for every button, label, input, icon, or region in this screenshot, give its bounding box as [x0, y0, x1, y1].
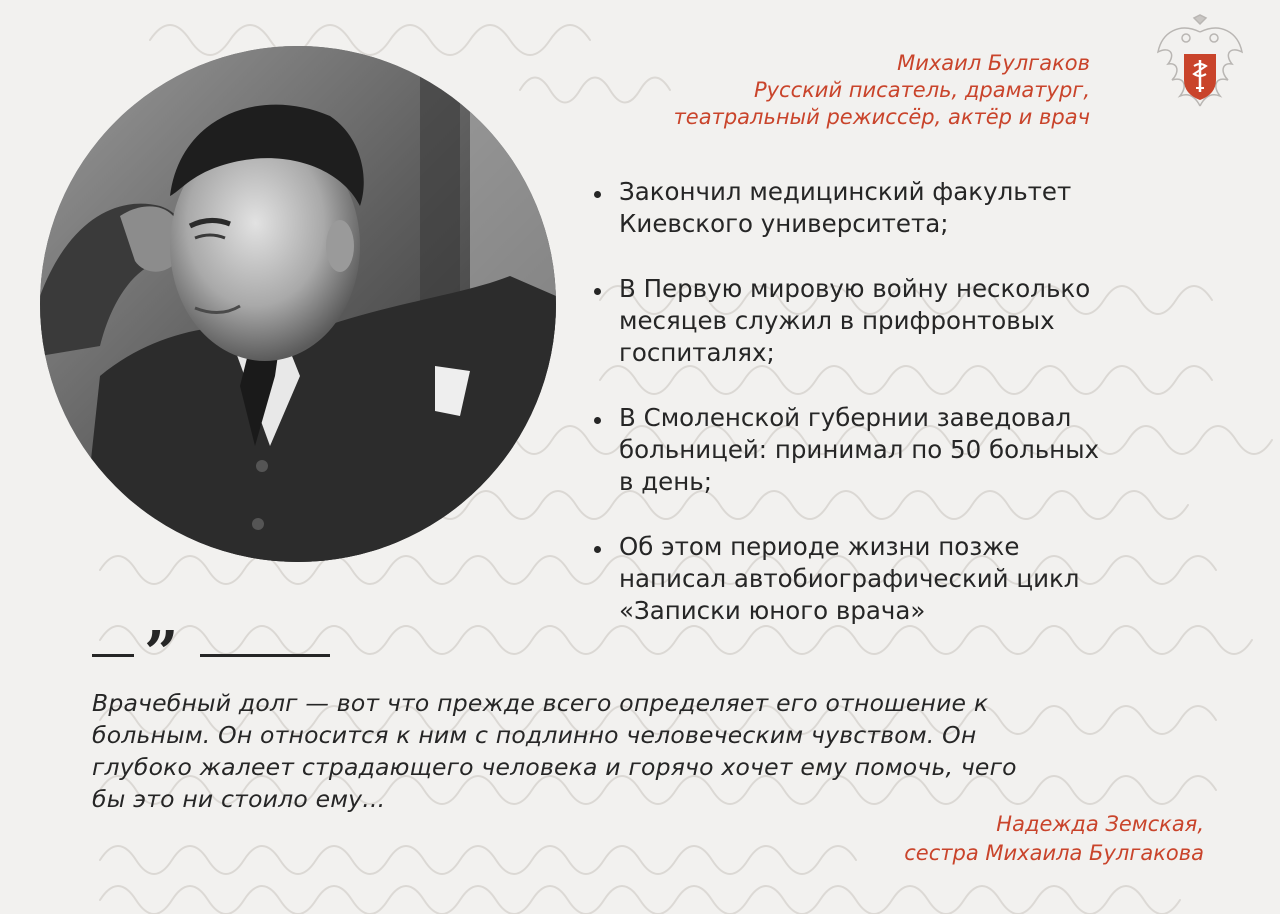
biography-facts-list [592, 176, 1232, 660]
fact-item: В Первую мировую войну несколько месяцев служил в прифронтовых госпиталях; [592, 273, 1232, 369]
quote-attribution [904, 810, 1204, 868]
author-role-line2: театральный режиссёр, актёр и врач [673, 105, 1090, 129]
fact-item: В Смоленской губернии заведовал больницей: принимал по 50 больных в день; [592, 402, 1232, 498]
fact-item: Закончил медицинский факультет Киевского университета; [592, 176, 1232, 240]
quote-mark-icon: ” [144, 619, 179, 689]
ministry-of-health-emblem-icon [1150, 14, 1250, 118]
quote-text: Врачебный долг — вот что прежде всего определяет его отношение к больным. Он относится к ним с подлинно человеческим чувством. Он глубоко жалеет страдающего человека и горячо хочет ему помочь, чего бы это ни стоило ему... [92, 689, 1017, 813]
attribution-name: Надежда Земская, [996, 812, 1204, 836]
divider-line-left [92, 654, 134, 657]
portrait-photo [40, 46, 556, 562]
author-name: Михаил Булгаков [897, 51, 1090, 75]
attribution-relation: сестра Михаила Булгакова [904, 841, 1204, 865]
author-header [470, 50, 1090, 131]
author-role-line1: Русский писатель, драматург, [753, 78, 1090, 102]
divider-line-right [200, 654, 330, 657]
fact-item: Об этом периоде жизни позже написал автобиографический цикл «Записки юного врача» [592, 531, 1232, 627]
quote-divider [92, 619, 332, 689]
